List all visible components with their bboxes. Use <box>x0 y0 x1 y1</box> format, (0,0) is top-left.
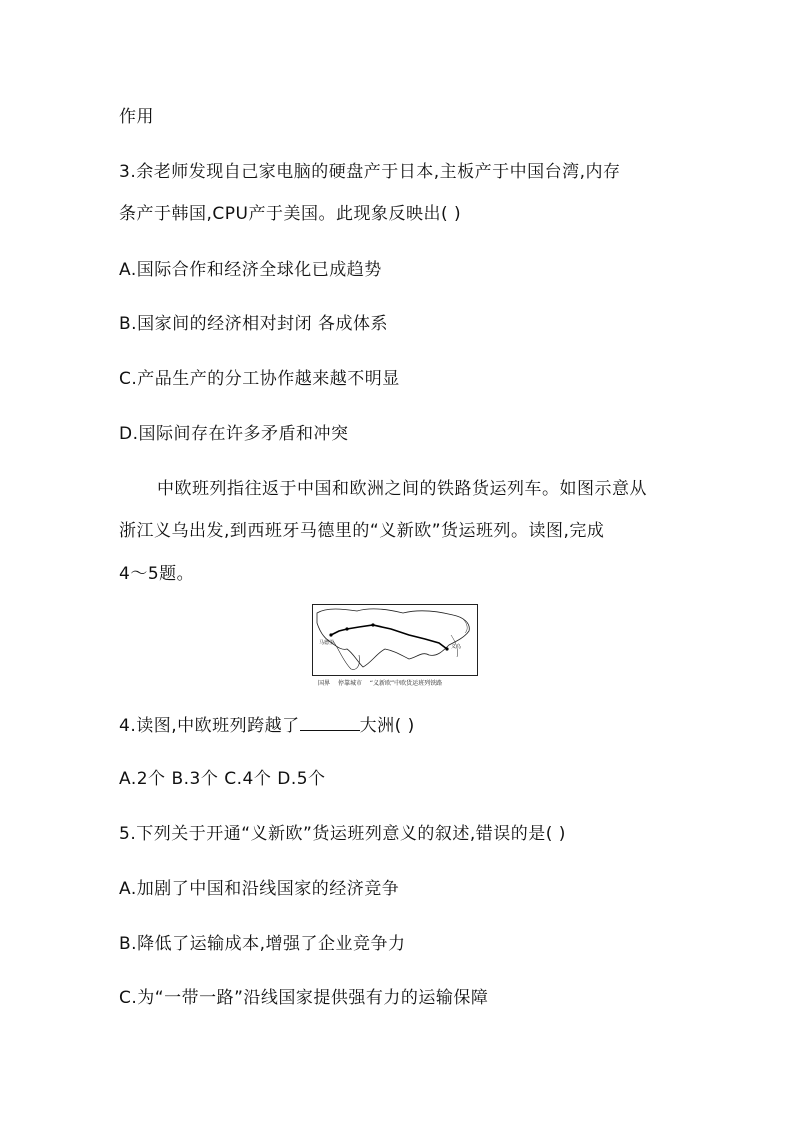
city-marker <box>345 627 348 630</box>
world-map-figure <box>313 605 477 675</box>
city-marker <box>329 633 332 636</box>
question-4-text-end: 大洲( ) <box>359 716 415 736</box>
option-a: A.加剧了中国和沿线国家的经济竞争 <box>119 879 400 899</box>
question-4-stem <box>119 714 415 737</box>
option-d: D.国际间存在许多矛盾和冲突 <box>119 424 349 444</box>
intro-paragraph: 中欧班列指往返于中国和欧洲之间的铁路货运列车。如图示意从 <box>157 479 647 499</box>
legend-item-railway: “义新欧”中欧货运班列铁路 <box>369 680 443 687</box>
question-3-stem-cont: 条产于韩国,CPU产于美国。此现象反映出( ) <box>119 204 462 224</box>
text-line: 作用 <box>119 107 154 127</box>
railway-map <box>312 604 478 676</box>
intro-paragraph-cont: 浙江义乌出发,到西班牙马德里的“义新欧”货运班列。读图,完成 <box>119 521 605 541</box>
question-3-stem: 3.余老师发现自己家电脑的硬盘产于日本,主板产于中国台湾,内存 <box>119 162 621 182</box>
question-4-options: A.2个 B.3个 C.4个 D.5个 <box>119 769 326 789</box>
map-label-yiwu: 义乌 <box>451 644 462 650</box>
legend-item-border: 国界 <box>318 680 331 687</box>
map-legend <box>318 680 448 688</box>
map-label-madrid: 马德里 <box>319 640 335 646</box>
option-b: B.国家间的经济相对封闭 各成体系 <box>119 314 388 334</box>
city-marker <box>445 647 448 650</box>
option-b: B.降低了运输成本,增强了企业竞争力 <box>119 934 406 954</box>
intro-paragraph-end: 4～5题。 <box>119 564 195 584</box>
question-4-text: 4.读图,中欧班列跨越了 <box>119 716 300 736</box>
city-marker <box>371 623 374 626</box>
question-5-stem: 5.下列关于开通“义新欧”货运班列意义的叙述,错误的是( ) <box>119 824 566 844</box>
option-c: C.产品生产的分工协作越来越不明显 <box>119 369 400 389</box>
option-c: C.为“一带一路”沿线国家提供强有力的运输保障 <box>119 988 489 1008</box>
option-a: A.国际合作和经济全球化已成趋势 <box>119 260 382 280</box>
legend-item-city: 停靠城市 <box>337 680 362 687</box>
answer-blank <box>300 714 360 731</box>
